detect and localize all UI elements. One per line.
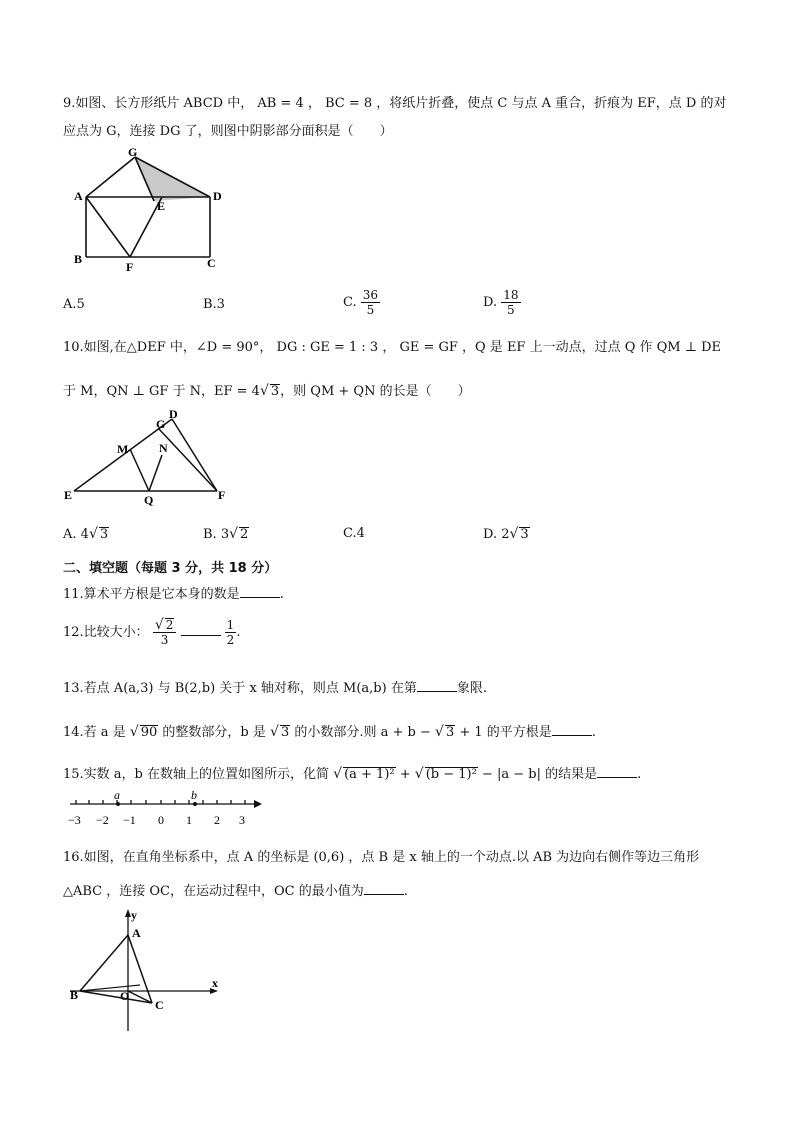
label-o: O — [120, 989, 130, 1003]
q10-option-d: D. 2√ 3 — [483, 526, 529, 542]
label-f: F — [218, 488, 226, 502]
label-b: b — [191, 790, 197, 802]
q12-text: 12.比较大小： $\frac{√ 2}{3}$ $\frac{1}{2}$ . — [63, 617, 241, 647]
label-c: C — [155, 998, 164, 1012]
q9-option-b: B.3 — [203, 297, 225, 312]
label-f: F — [126, 260, 134, 274]
label-a: A — [74, 189, 83, 203]
q10-figure — [62, 405, 242, 510]
q10-option-a: A. 4√ 3 — [63, 526, 109, 542]
q16-text-line2: △ABC ，连接 OC，在运动过程中，OC 的最小值为 . — [63, 884, 408, 899]
label-b: B — [70, 988, 79, 1002]
tick-label: −2 — [96, 813, 109, 827]
q14-text: 14.若 a 是 √ 90 的整数部分，b 是 √ 3 的小数部分.则 a + b − √ 3 + 1 的平方根是 . — [63, 724, 596, 740]
label-y: y — [131, 908, 137, 922]
tick-label: 2 — [214, 813, 220, 827]
label-g: G — [128, 145, 138, 159]
q9-option-c: C. $\frac{36}{5}$ — [343, 288, 379, 317]
section-heading: 二、填空题（每题 3 分，共 18 分） — [63, 561, 278, 576]
q15-text: 15.实数 a，b 在数轴上的位置如图所示，化简 √ (a + 1)² + √ (b − 1)² − |a − b| 的结果是 . — [63, 766, 642, 782]
tick-label: 0 — [158, 813, 164, 827]
label-m: M — [117, 442, 129, 456]
label-n: N — [159, 441, 168, 455]
q9-option-d: D. $\frac{18}{5}$ — [483, 288, 519, 317]
q9-text-line2: 应点为 G，连接 DG 了，则图中阴影部分面积是（ ） — [63, 124, 393, 139]
label-c: C — [207, 256, 216, 270]
tick-label: 1 — [186, 813, 192, 827]
label-d: D — [169, 407, 178, 421]
q13-text: 13.若点 A(a,3) 与 B(2,b) 关于 x 轴对称，则点 M(a,b) 在第 象限. — [63, 681, 487, 696]
label-q: Q — [144, 493, 154, 507]
tick-label: −1 — [123, 813, 136, 827]
number-line — [62, 790, 267, 830]
q9-option-a: A.5 — [63, 297, 85, 312]
q16-figure — [62, 905, 232, 1035]
label-g: G — [156, 417, 166, 431]
label-x: x — [212, 976, 218, 990]
label-b: B — [74, 252, 83, 266]
label-a: a — [114, 790, 120, 802]
label-a: A — [132, 926, 141, 940]
label-e: E — [64, 488, 73, 502]
tick-label: −3 — [68, 813, 81, 827]
label-d: D — [213, 189, 222, 203]
q10-text-line2: 于 M，QN ⊥ GF 于 N，EF = 4√ 3，则 QM + QN 的长是（ ） — [63, 383, 471, 399]
label-e: E — [157, 199, 166, 213]
q11-text: 11.算术平方根是它本身的数是 . — [63, 587, 284, 602]
tick-label: 3 — [239, 813, 245, 827]
q10-option-c: C.4 — [343, 526, 365, 541]
q9-text-line1: 9.如图、长方形纸片 ABCD 中， AB = 4 ， BC = 8 ，将纸片折叠，使点 C 与点 A 重合，折痕为 EF，点 D 的对 — [63, 96, 727, 111]
q9-figure — [70, 145, 230, 275]
q16-text-line1: 16.如图，在直角坐标系中，点 A 的坐标是 (0,6) ，点 B 是 x 轴上的一个动点.以 AB 为边向右侧作等边三角形 — [63, 850, 700, 865]
q10-text-line1: 10.如图,在△DEF 中，∠D = 90°， DG : GE = 1 : 3 ， GE = GF ，Q 是 EF 上一动点，过点 Q 作 QM ⊥ DE — [63, 340, 722, 355]
q10-option-b: B. 3√ 2 — [203, 526, 249, 542]
